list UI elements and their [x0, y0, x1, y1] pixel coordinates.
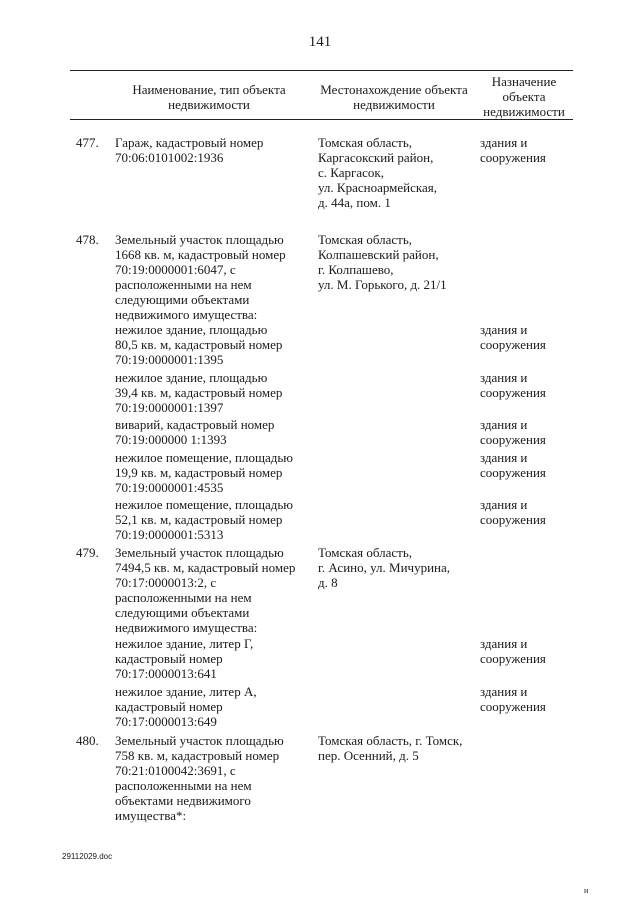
sub-object-purpose: здания и сооружения [480, 417, 546, 447]
object-location: Томская область, Колпашевский район, г. Колпашево, ул. М. Горького, д. 21/1 [318, 232, 447, 292]
object-location: Томская область, г. Асино, ул. Мичурина, д. 8 [318, 545, 451, 590]
row-number: 479. [76, 545, 99, 560]
page-number: 141 [308, 34, 332, 50]
row-number: 480. [76, 733, 99, 748]
sub-object-purpose: здания и сооружения [480, 322, 546, 352]
object-location: Томская область, г. Томск, пер. Осенний, д. 5 [318, 733, 463, 763]
corner-mark: и [584, 886, 589, 895]
table-top-rule [70, 70, 573, 71]
table-header-rule [70, 119, 573, 120]
sub-object-name: нежилое здание, литер А, кадастровый номер 70:17:0000013:649 [115, 684, 257, 729]
sub-object-purpose: здания и сооружения [480, 497, 546, 527]
sub-object-name: виварий, кадастровый номер 70:19:000000 1:1393 [115, 417, 275, 447]
object-name: Земельный участок площадью 7494,5 кв. м, кадастровый номер 70:17:0000013:2, с расположенными на нем следующими объектами недвижимого имущества: [115, 545, 296, 635]
sub-object-purpose: здания и сооружения [480, 684, 546, 714]
object-location: Томская область, Каргасокский район, с. Каргасок, ул. Красноармейская, д. 44а, пом. 1 [318, 135, 437, 210]
sub-object-name: нежилое помещение, площадью 52,1 кв. м, кадастровый номер 70:19:0000001:5313 [115, 497, 293, 542]
sub-object-purpose: здания и сооружения [480, 636, 546, 666]
header-purpose: Назначение объекта недвижимости [483, 74, 565, 119]
row-number: 478. [76, 232, 99, 247]
sub-object-name: нежилое здание, литер Г, кадастровый номер 70:17:0000013:641 [115, 636, 254, 681]
header-name: Наименование, тип объекта недвижимости [132, 82, 286, 112]
sub-object-name: нежилое здание, площадью 80,5 кв. м, кадастровый номер 70:19:0000001:1395 [115, 322, 283, 367]
object-name: Гараж, кадастровый номер 70:06:0101002:1936 [115, 135, 264, 165]
header-location: Местонахождение объекта недвижимости [320, 82, 468, 112]
sub-object-purpose: здания и сооружения [480, 450, 546, 480]
object-name: Земельный участок площадью 758 кв. м, кадастровый номер 70:21:0100042:3691, с расположенными на нем объектами недвижимого имущества*: [115, 733, 284, 823]
sub-object-name: нежилое помещение, площадью 19,9 кв. м, кадастровый номер 70:19:0000001:4535 [115, 450, 293, 495]
object-name: Земельный участок площадью 1668 кв. м, кадастровый номер 70:19:0000001:6047, с расположенными на нем следующими объектами недвижимого имущества: [115, 232, 286, 322]
footer-filename: 29112029.doc [62, 852, 113, 861]
sub-object-name: нежилое здание, площадью 39,4 кв. м, кадастровый номер 70:19:0000001:1397 [115, 370, 283, 415]
sub-object-purpose: здания и сооружения [480, 370, 546, 400]
row-number: 477. [76, 135, 99, 150]
object-purpose: здания и сооружения [480, 135, 546, 165]
